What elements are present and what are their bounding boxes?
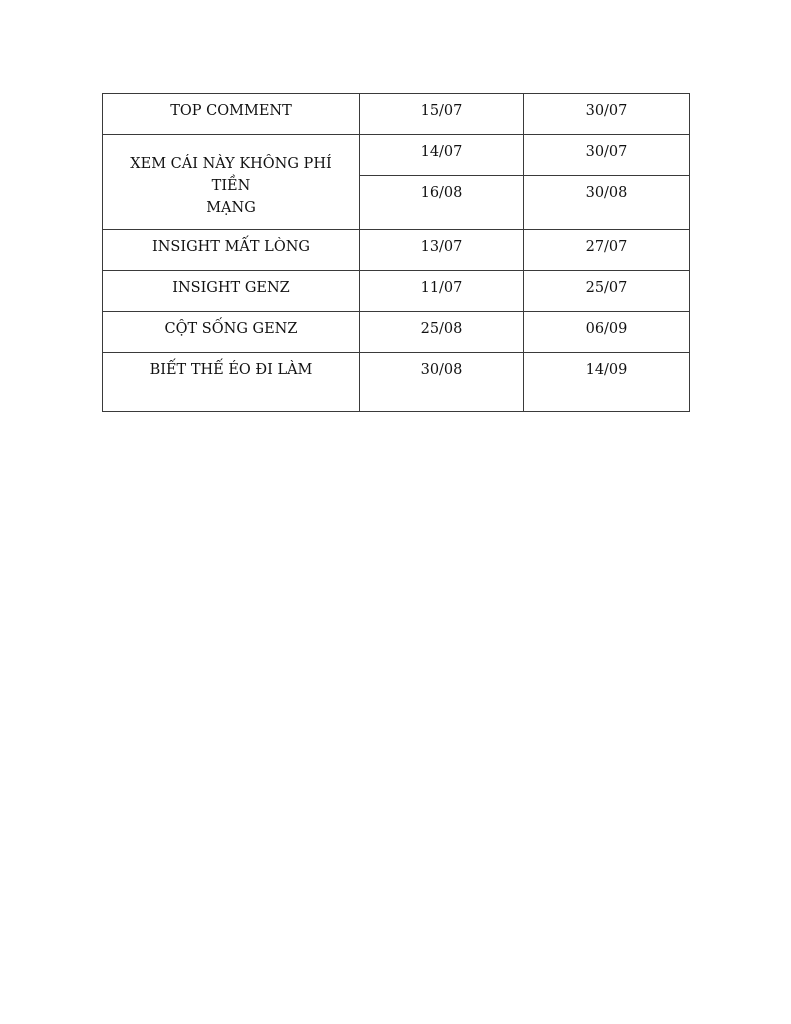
table-row bbox=[103, 353, 690, 412]
program-name-cell: INSIGHT GENZ bbox=[103, 271, 360, 312]
schedule-table bbox=[102, 93, 690, 412]
end-date-cell: 06/09 bbox=[524, 312, 690, 353]
start-date-cell: 25/08 bbox=[360, 312, 524, 353]
end-date-cell: 27/07 bbox=[524, 230, 690, 271]
program-name-cell: INSIGHT MẤT LÒNG bbox=[103, 230, 360, 271]
table-row bbox=[103, 271, 690, 312]
program-name-line: XEM CÁI NÀY KHÔNG PHÍ TIỀN bbox=[130, 156, 332, 194]
start-date-cell: 13/07 bbox=[360, 230, 524, 271]
end-date-cell: 30/07 bbox=[524, 135, 690, 176]
start-date-cell: 15/07 bbox=[360, 94, 524, 135]
table-row bbox=[103, 135, 690, 176]
end-date-cell: 25/07 bbox=[524, 271, 690, 312]
start-date-cell: 11/07 bbox=[360, 271, 524, 312]
end-date-cell: 30/07 bbox=[524, 94, 690, 135]
table-row bbox=[103, 312, 690, 353]
table-row bbox=[103, 94, 690, 135]
start-date-cell: 30/08 bbox=[360, 353, 524, 412]
program-name-cell: CỘT SỐNG GENZ bbox=[103, 312, 360, 353]
program-name-cell: TOP COMMENT bbox=[103, 94, 360, 135]
end-date-cell: 30/08 bbox=[524, 176, 690, 230]
start-date-cell: 14/07 bbox=[360, 135, 524, 176]
program-name-cell: BIẾT THẾ ÉO ĐI LÀM bbox=[103, 353, 360, 412]
program-name-cell bbox=[103, 135, 360, 230]
start-date-cell: 16/08 bbox=[360, 176, 524, 230]
end-date-cell: 14/09 bbox=[524, 353, 690, 412]
table-row bbox=[103, 230, 690, 271]
program-name-line: MẠNG bbox=[206, 200, 256, 216]
